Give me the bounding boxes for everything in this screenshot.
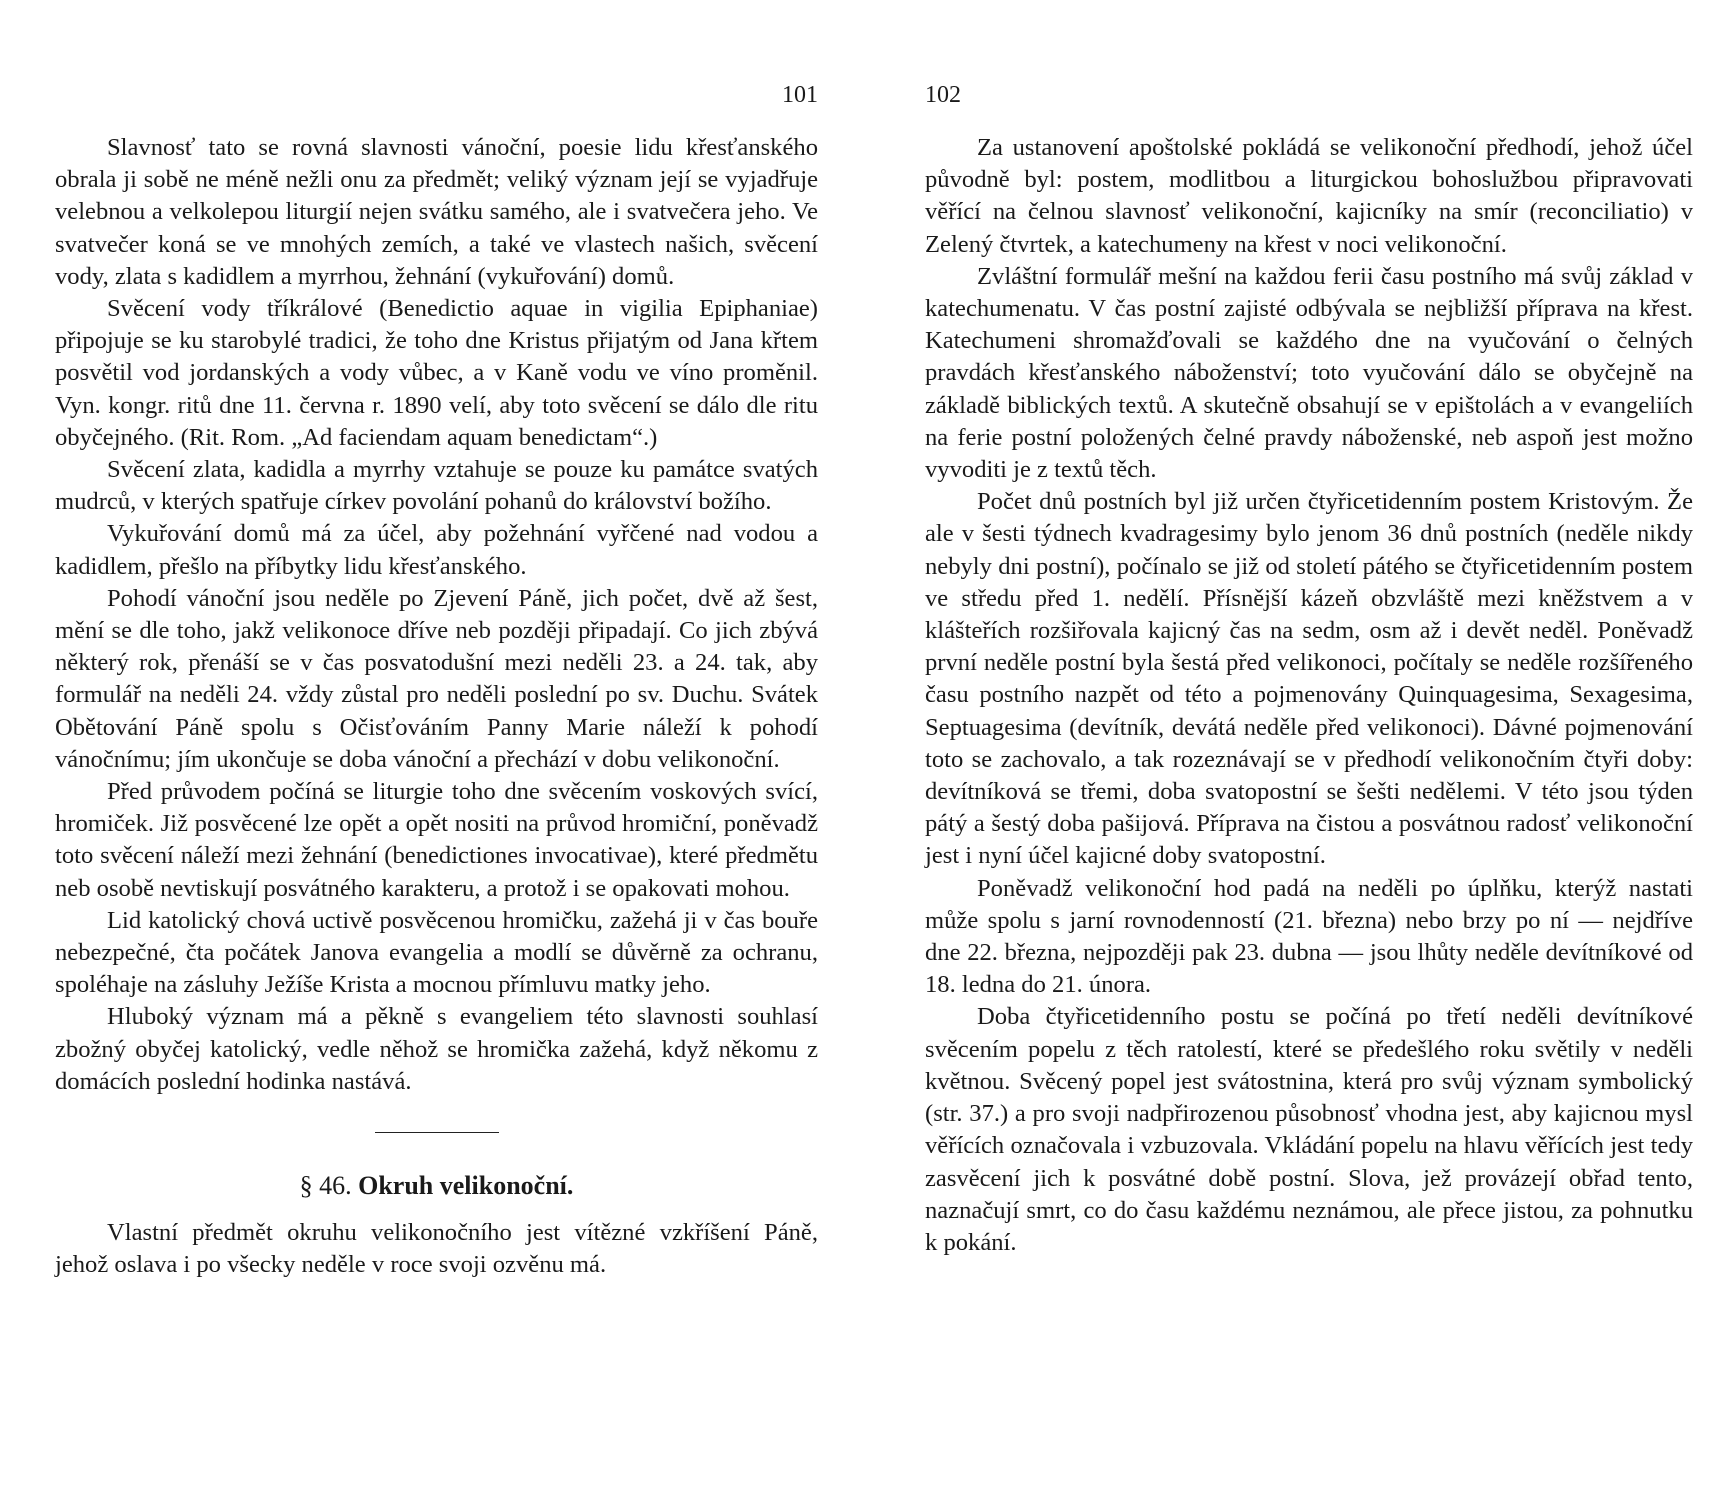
paragraph: Svěcení vody tříkrálové (Benedictio aquae in vigilia Epiphaniae) připojuje se ku starobylé tradici, že toho dne Kristus přijatým od Jana křtem posvětil vod jordanských a vody vůbec, a v Kaně vodu ve víno proměnil. Vyn. kongr. ritů dne 11. června r. 1890 velí, aby toto svěcení se dálo dle ritu obyčejného. (Rit. Rom. „Ad faciendam aquam benedictam“.)	[55, 295, 818, 451]
section-heading	[55, 1169, 818, 1203]
right-page-text	[925, 132, 1693, 1259]
paragraph: Hluboký význam má a pěkně s evangeliem této slavnosti souhlasí zbožný obyčej katolický, vedle něhož se hromička zažehá, když někomu z domácích poslední hodinka nastává.	[55, 1003, 818, 1095]
paragraph: Doba čtyřicetidenního postu se počíná po třetí neděli devítníkové svěcením popelu z těch ratolestí, které se předešlého roku světily v neděli květnou. Svěcený popel jest svátostnina, která pro svůj význam symbolický (str. 37.) a pro svoji nadpřirozenou působnosť vhodna jest, aby kajicnou mysl věřících označovala i vzbuzovala. Vkládání popelu na hlavu věřících jest tedy zasvěcení jich k posvátné době postní. Slova, jež provázejí obřad tento, naznačují smrt, co do času každému neznámou, ale přece jistou, za pohnutku k pokání.	[925, 1003, 1693, 1256]
paragraph: Za ustanovení apoštolské pokládá se velikonoční předhodí, jehož účel původně byl: postem, modlitbou a liturgickou bohoslužbou připravovati věřící na čelnou slavnosť velikonoční, kajicníky na smír (reconciliatio) v Zelený čtvrtek, a katechumeny na křest v noci velikonoční.	[925, 134, 1693, 258]
paragraph: Vykuřování domů má za účel, aby požehnání vyřčené nad vodou a kadidlem, přešlo na příbytky lidu křesťanského.	[55, 520, 818, 580]
paragraph: Počet dnů postních byl již určen čtyřicetidenním postem Kristovým. Že ale v šesti týdnech kvadragesimy bylo jenom 36 dnů postních (neděle nikdy nebyly dni postní), počínalo se již od století pátého se čtyřicetidenním postem ve středu před 1. nedělí. Přísnější kázeň obzvláště mezi kněžstvem a v klášteřích rozšiřovala kajicný čas na sedm, osm až i devět neděl. Poněvadž první neděle postní byla šestá před velikonoci, počítaly se neděle rozšířeného času postního nazpět od této a pojmenovány Quinquagesima, Sexagesima, Septuagesima (devítník, devátá neděle před velikonoci). Dávné pojmenování toto se zachovalo, a tak rozeznávají se v předhodí velikonočním čtyři doby: devítníková se třemi, doba svatopostní se šešti nedělemi. V této jsou týden pátý a šestý doba pašijová. Příprava na čistou a posvátnou radosť velikonoční jest i nyní účel kajicné doby svatopostní.	[925, 488, 1693, 870]
paragraph: Lid katolický chová uctivě posvěcenou hromičku, zažehá ji v čas bouře nebezpečné, čta počátek Janova evangelia a modlí se důvěrně za ochranu, spoléhaje na zásluhy Ježíše Krista a mocnou přímluvu matky jeho.	[55, 906, 818, 999]
paragraph: Poněvadž velikonoční hod padá na neděli po úplňku, kterýž nastati může spolu s jarní rovnodenností (21. března) nebo brzy po ní — nejdříve dne 22. března, nejpozději pak 23. dubna — jsou lhůty neděle devítníkové od 18. ledna do 21. února.	[925, 874, 1693, 999]
paragraph: Vlastní předmět okruhu velikonočního jest vítězné vzkříšení Páně, jehož oslava i po všecky neděle v roce svoji ozvěnu má.	[55, 1219, 818, 1279]
paragraph: Pohodí vánoční jsou neděle po Zjevení Páně, jich počet, dvě až šest, mění se dle toho, jakž velikonoce dříve neb později připadají. Co jich zbývá některý rok, přenáší se v čas posvatodušní mezi neděli 23. a 24. tak, aby formulář na neděli 24. vždy zůstal pro neděli poslední po sv. Duchu. Svátek Obětování Páně spolu s Očisťováním Panny Marie náleží k pohodí vánočnímu; jím ukončuje se doba vánoční a přechází v dobu velikonoční.	[55, 584, 818, 773]
paragraph: Svěcení zlata, kadidla a myrrhy vztahuje se pouze ku památce svatých mudrců, v kterých spatřuje církev povolání pohanů do království božího.	[55, 456, 818, 516]
section-number: § 46.	[299, 1171, 352, 1201]
section-title: Okruh velikonoční.	[358, 1171, 574, 1201]
page-number: 101	[782, 82, 818, 108]
right-page	[925, 0, 1693, 1500]
section-divider	[375, 1132, 499, 1133]
paragraph: Zvláštní formulář mešní na každou ferii času postního má svůj základ v katechumenatu. V čas postní zajisté odbývala se nejbližší příprava na křest. Katechumeni shromažďovali se každého dne na vyučování o čelných pravdách křesťanského náboženství; toto vyučování dálo se obyčejně na základě biblických textů. A skutečně obsahují se v epištolách a v evangeliích na ferie postní položených čelné pravdy náboženské, neb aspoň jest možno vyvoditi je z textů těch.	[925, 262, 1693, 484]
paragraph: Slavnosť tato se rovná slavnosti vánoční, poesie lidu křesťanského obrala ji sobě ne méně nežli onu za předmět; veliký význam její se vyjadřuje velebnou a velkolepou liturgií nejen svátku samého, ale i svatvečera jeho. Ve svatvečer koná se ve mnohých zemích, a také ve vlastech našich, svěcení vody, zlata s kadidlem a myrrhou, žehnání (vykuřování) domů.	[55, 134, 818, 290]
page-number: 102	[925, 82, 961, 108]
paragraph: Před průvodem počíná se liturgie toho dne svěcením voskových svící, hromiček. Již posvěcené lze opět a opět nositi na průvod hromiční, poněvadž toto svěcení náleží mezi žehnání (benedictiones invocativae), které předmětu neb osobě nevtiskují posvátného karakteru, a protož i se opakovati mohou.	[55, 778, 818, 902]
left-page	[55, 0, 818, 1500]
left-page-text	[55, 132, 818, 1282]
